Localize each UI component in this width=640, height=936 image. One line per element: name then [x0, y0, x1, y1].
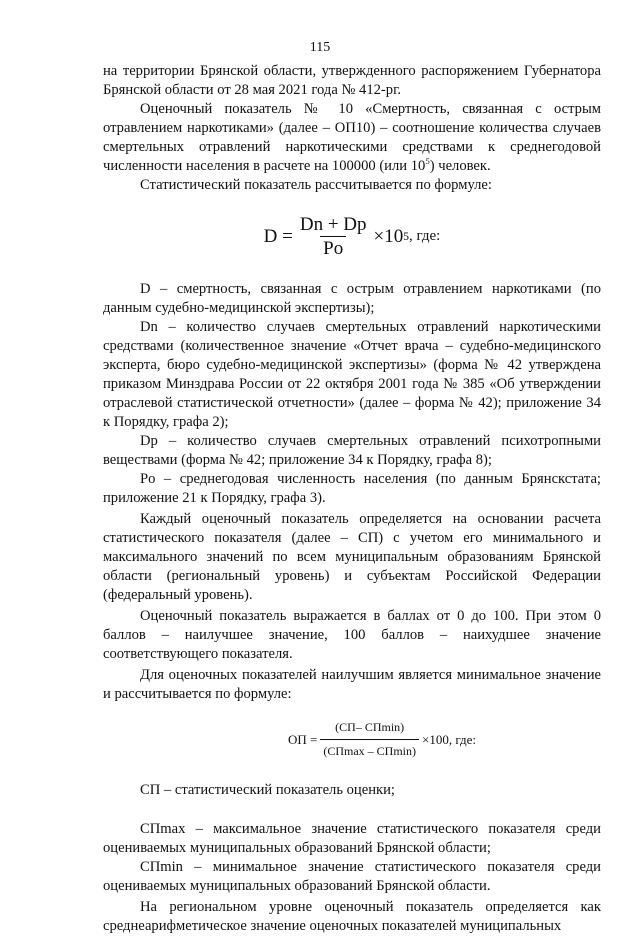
op10-text-before: Оценочный показатель № 10 «Смертность, связанная с острым отравлением наркотиками» (далее – ОП10) – соотношение количества случаев смертельных отравлений наркотическими средствами к среднегодовой численности населения в расчете на 100000 (или 10: [103, 101, 601, 174]
paragraph-formula-intro: Статистический показатель рассчитывается по формуле:: [140, 177, 492, 193]
paragraph-formula2-intro: Для оценочных показателей наилучшим является минимальное значение и рассчитывается по формуле:: [103, 667, 601, 702]
paragraph-score-range: Оценочный показатель выражается в баллах от 0 до 100. При этом 0 баллов – наилучшее значение, 100 баллов – наихудшее значение соответствующего показателя.: [103, 608, 601, 662]
paragraph-sp-explanation: Каждый оценочный показатель определяется на основании расчета статистического показателя (далее – СП) с учетом его минимального и максимального значений по всем муниципальным образованиям Брянской области (региональный уровень) и субъектам Российской Федерации (федеральный уровень).: [103, 511, 601, 603]
formula2-tail: , где:: [448, 732, 477, 747]
definition-sp: СП – статистический показатель оценки;: [140, 782, 395, 798]
formula1-numerator: Dn + Dp: [299, 214, 367, 235]
formula-score: [163, 718, 601, 761]
formula1-lhs: D =: [263, 226, 293, 247]
definition-d: D – смертность, связанная с острым отравлением наркотиками (по данным судебно-медицинской экспертизы);: [103, 281, 601, 316]
paragraph-op10-definition: [103, 100, 601, 176]
definition-spmin: СПmin – минимальное значение статистического показателя среди оцениваемых муниципальных образований Брянской области.: [103, 859, 601, 894]
definition-dp: Dp – количество случаев смертельных отравлений психотропными веществами (форма № 42; приложение 34 к Порядку, графа 8);: [103, 433, 601, 468]
page-body: [103, 62, 601, 936]
page-number: 115: [309, 40, 331, 55]
op10-text-after: ) человек.: [429, 158, 491, 174]
formula-mortality: D = $\frac{Dn + Dp}{Po}$ ×10 5 , где:: [263, 214, 441, 259]
paragraph-continuation: на территории Брянской области, утвержденного распоряжением Губернатора Брянской области от 28 мая 2021 года № 412-рг.: [103, 63, 601, 98]
formula1-tail: , где:: [408, 228, 441, 244]
formula1-multiplier: ×10: [373, 226, 404, 247]
formula2-denominator: (СПmax – СПmin): [320, 739, 419, 761]
formula1-fraction: [297, 215, 370, 258]
formula2-numerator: (СП– СПmin): [335, 720, 405, 734]
definition-spmax: СПmax – максимальное значение статистического показателя среди оцениваемых муниципальных образований Брянской области;: [103, 821, 601, 856]
paragraph-regional-level: На региональном уровне оценочный показатель определяется как среднеарифметическое значение оценочных показателей муниципальных: [103, 899, 601, 934]
formula2-fraction: [320, 718, 419, 761]
definition-dn: Dn – количество случаев смертельных отравлений наркотическими средствами (количественное значение «Отчет врача – судебно-медицинского эксперта, бюро судебно-медицинской экспертизы» (форма № 42 утверждена приказом Минздрава России от 22 октября 2001 года № 385 «Об утверждении отраслевой статистической отчетности» (далее – форма № 42); приложение 34 к Порядку, графа 2);: [103, 319, 601, 430]
formula2-lhs: ОП =: [287, 732, 318, 747]
formula1-denominator: Po: [320, 236, 346, 258]
formula2-multiplier: ×100: [422, 732, 449, 747]
definition-po: Po – среднегодовая численность населения (по данным Брянскстата; приложение 21 к Порядку, графа 3).: [103, 471, 601, 506]
op10-exponent: 5: [425, 156, 430, 167]
